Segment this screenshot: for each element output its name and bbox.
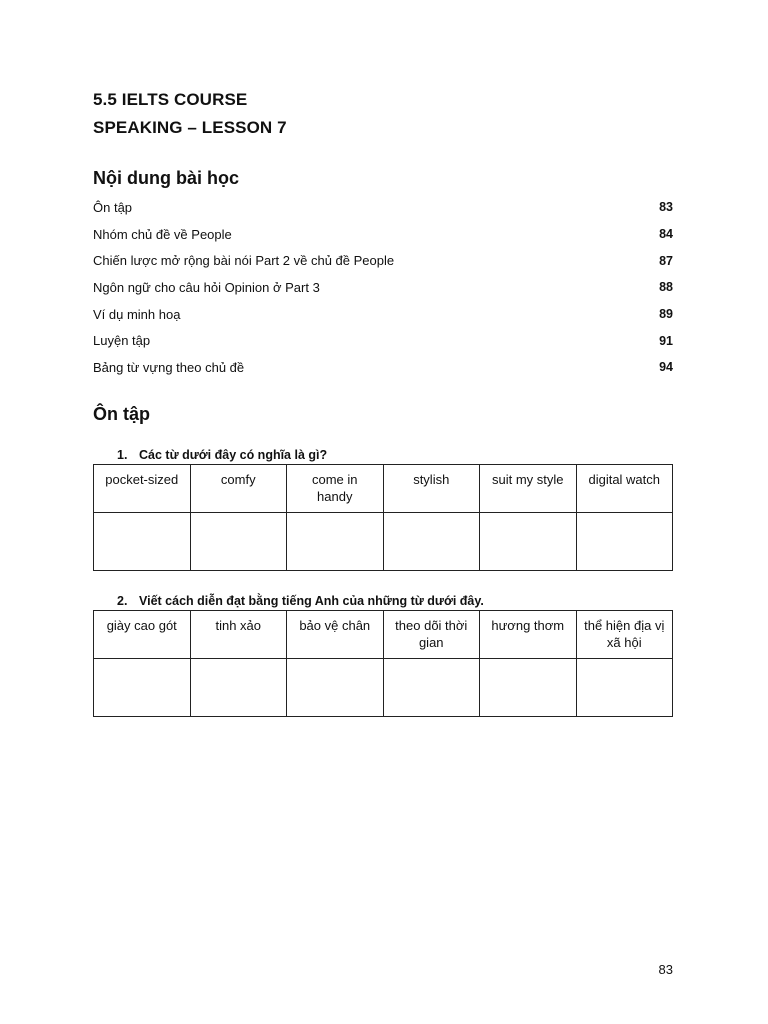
lesson-title: SPEAKING – LESSON 7 xyxy=(93,118,287,137)
toc-item[interactable] xyxy=(93,194,673,221)
answer-cell[interactable] xyxy=(383,513,480,571)
toc-item-label: Chiến lược mở rộng bài nói Part 2 về chủ đề People xyxy=(93,253,395,269)
vocab-cell: pocket-sized xyxy=(94,465,191,513)
toc-item[interactable] xyxy=(93,247,673,274)
toc-item-label: Nhóm chủ đề về People xyxy=(93,226,232,242)
toc-item-label: Bảng từ vựng theo chủ đề xyxy=(93,359,245,375)
toc-item[interactable] xyxy=(93,221,673,248)
answer-cell[interactable] xyxy=(94,513,191,571)
exercise-2-title xyxy=(117,594,484,608)
toc-item-page: 84 xyxy=(659,227,673,242)
toc-item[interactable] xyxy=(93,301,673,328)
answer-cell[interactable] xyxy=(287,513,384,571)
toc-item[interactable] xyxy=(93,327,673,354)
exercise-number: 1. xyxy=(117,448,128,462)
course-title: 5.5 IELTS COURSE xyxy=(93,90,248,109)
exercise-1-title xyxy=(117,448,327,462)
table-row xyxy=(94,513,673,571)
toc-item-page: 83 xyxy=(659,200,673,215)
vocab-cell: come in handy xyxy=(287,465,384,513)
exercise-instruction: Các từ dưới đây có nghĩa là gì? xyxy=(139,448,328,462)
toc-item-page: 91 xyxy=(659,333,673,348)
vocab-cell: theo dõi thời gian xyxy=(383,611,480,659)
vocab-cell: thể hiện địa vị xã hội xyxy=(576,611,673,659)
review-heading: Ôn tập xyxy=(93,404,150,424)
toc-item-label: Luyện tập xyxy=(93,333,151,349)
toc-item-page: 94 xyxy=(659,360,673,375)
vocab-cell: digital watch xyxy=(576,465,673,513)
answer-cell[interactable] xyxy=(480,513,577,571)
exercise-2-table xyxy=(93,610,673,717)
toc-item-page: 88 xyxy=(659,280,673,295)
table-row xyxy=(94,611,673,659)
toc-item-page: 89 xyxy=(659,307,673,322)
toc-item[interactable] xyxy=(93,274,673,301)
answer-cell[interactable] xyxy=(190,659,287,717)
toc-item-label: Ôn tập xyxy=(93,199,133,215)
vocab-cell: stylish xyxy=(383,465,480,513)
page-number: 83 xyxy=(658,962,673,977)
vocab-cell: tinh xảo xyxy=(190,611,287,659)
answer-cell[interactable] xyxy=(287,659,384,717)
vocab-cell: comfy xyxy=(190,465,287,513)
toc-item-page: 87 xyxy=(659,253,673,268)
answer-cell[interactable] xyxy=(383,659,480,717)
exercise-number: 2. xyxy=(117,594,128,608)
vocab-cell: giày cao gót xyxy=(94,611,191,659)
table-row xyxy=(94,659,673,717)
answer-cell[interactable] xyxy=(576,659,673,717)
answer-cell[interactable] xyxy=(94,659,191,717)
exercise-instruction: Viết cách diễn đạt bằng tiếng Anh của những từ dưới đây. xyxy=(139,594,484,608)
toc-item-label: Ví dụ minh hoạ xyxy=(93,306,181,322)
toc-item[interactable] xyxy=(93,354,673,381)
toc-item-label: Ngôn ngữ cho câu hỏi Opinion ở Part 3 xyxy=(93,279,320,295)
exercise-1-table xyxy=(93,464,673,571)
vocab-cell: hương thơm xyxy=(480,611,577,659)
vocab-cell: bảo vệ chân xyxy=(287,611,384,659)
answer-cell[interactable] xyxy=(480,659,577,717)
table-row xyxy=(94,465,673,513)
answer-cell[interactable] xyxy=(576,513,673,571)
vocab-cell: suit my style xyxy=(480,465,577,513)
answer-cell[interactable] xyxy=(190,513,287,571)
table-of-contents xyxy=(93,194,673,381)
toc-heading: Nội dung bài học xyxy=(93,168,239,188)
